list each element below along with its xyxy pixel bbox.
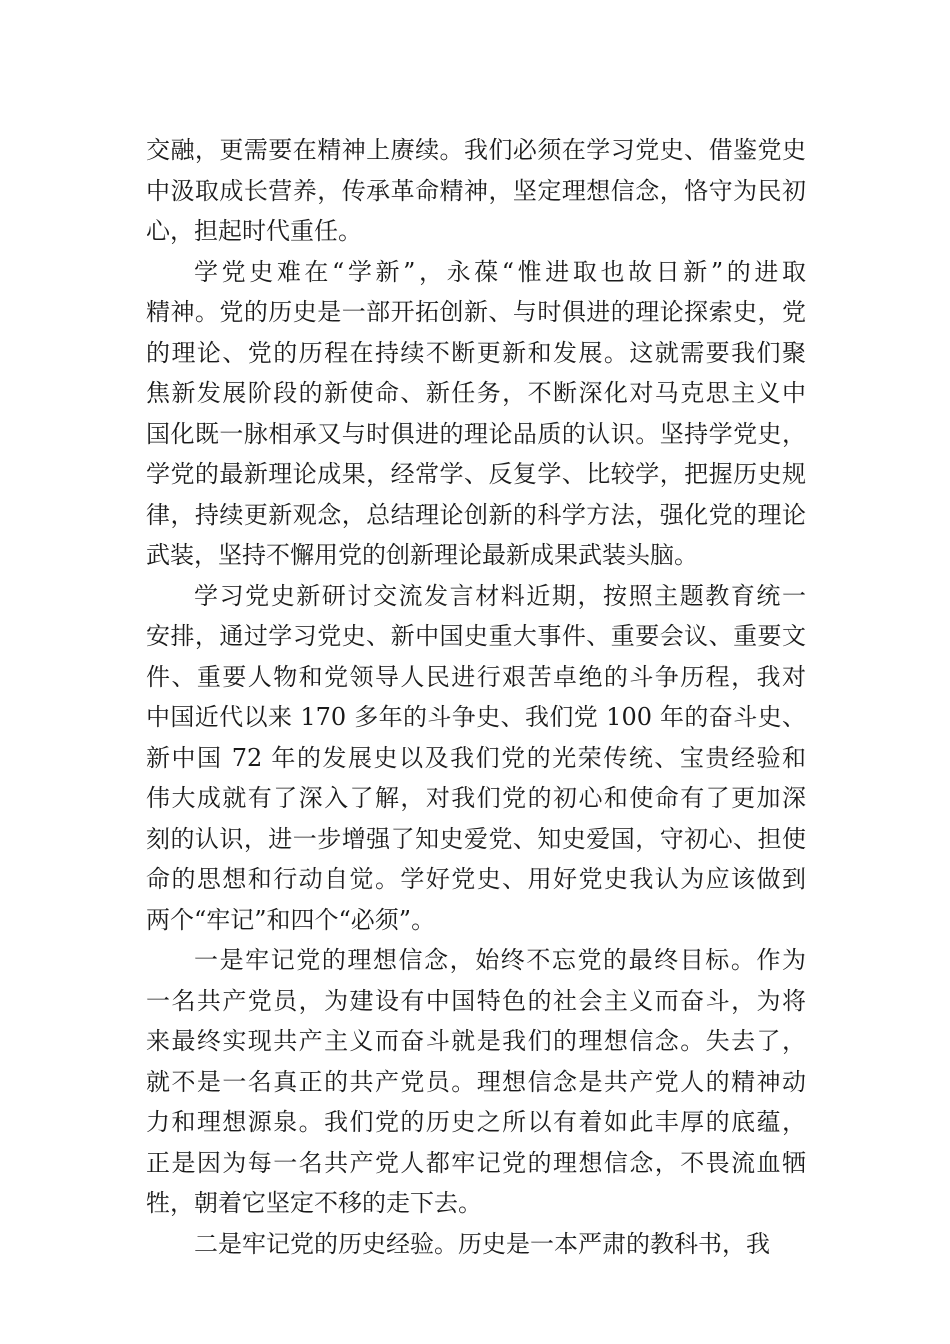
text-line: 刻的认识，进一步增强了知史爱党、知史爱国，守初心、担使 <box>146 824 806 853</box>
text-line: 中汲取成长营养，传承革命精神，坚定理想信念，恪守为民初 <box>146 176 806 205</box>
text-line: 焦新发展阶段的新使命、新任务，不断深化对马克思主义中 <box>146 379 806 407</box>
text-line: 力和理想源泉。我们党的历史之所以有着如此丰厚的底蕴， <box>146 1108 806 1136</box>
paragraph <box>146 940 806 1224</box>
text-line: 一名共产党员，为建设有中国特色的社会主义而奋斗，为将 <box>146 986 806 1015</box>
text-line: 二是牢记党的历史经验。历史是一本严肃的教科书，我 <box>194 1229 770 1258</box>
text-line: 律，持续更新观念，总结理论创新的科学方法，强化党的理论 <box>146 500 806 529</box>
text-line: 的理论、党的历程在持续不断更新和发展。这就需要我们聚 <box>146 338 806 367</box>
text-line: 中国近代以来 170 多年的斗争史、我们党 100 年的奋斗史、 <box>146 703 806 731</box>
text-line: 学党史难在“学新”，永葆“惟进取也故日新”的进取 <box>194 257 806 286</box>
text-line: 就不是一名真正的共产党员。理想信念是共产党人的精神动 <box>146 1067 806 1096</box>
paragraph <box>146 1224 806 1265</box>
text-line: 武装，坚持不懈用党的创新理论最新成果武装头脑。 <box>146 541 698 569</box>
text-line: 正是因为每一名共产党人都牢记党的理想信念，不畏流血牺 <box>146 1148 806 1177</box>
text-line: 命的思想和行动自觉。学好党史、用好党史我认为应该做到 <box>146 865 806 893</box>
text-line: 件、重要人物和党领导人民进行艰苦卓绝的斗争历程，我对 <box>146 662 806 691</box>
text-line: 牲，朝着它坚定不移的走下去。 <box>146 1189 482 1217</box>
text-line: 学习党史新研讨交流发言材料近期，按照主题教育统一 <box>194 581 806 610</box>
text-line: 交融，更需要在精神上赓续。我们必须在学习党史、借鉴党史 <box>146 136 806 164</box>
paragraph <box>146 576 806 941</box>
paragraph <box>146 252 806 576</box>
text-line: 来最终实现共产主义而奋斗就是我们的理想信念。失去了， <box>146 1027 806 1055</box>
text-line: 学党的最新理论成果，经常学、反复学、比较学，把握历史规 <box>146 460 806 488</box>
text-line: 国化既一脉相承又与时俱进的理论品质的认识。坚持学党史， <box>146 419 806 448</box>
text-line: 新中国 72 年的发展史以及我们党的光荣传统、宝贵经验和 <box>146 743 806 772</box>
text-line: 心，担起时代重任。 <box>146 217 362 245</box>
paragraph <box>146 130 806 252</box>
text-line: 安排，通过学习党史、新中国史重大事件、重要会议、重要文 <box>146 622 806 650</box>
document-body <box>146 130 806 1264</box>
text-line: 两个“牢记”和四个“必须”。 <box>146 905 436 934</box>
text-line: 伟大成就有了深入了解，对我们党的初心和使命有了更加深 <box>146 784 806 812</box>
text-line: 精神。党的历史是一部开拓创新、与时俱进的理论探索史，党 <box>146 298 806 326</box>
text-line: 一是牢记党的理想信念，始终不忘党的最终目标。作为 <box>194 946 806 974</box>
